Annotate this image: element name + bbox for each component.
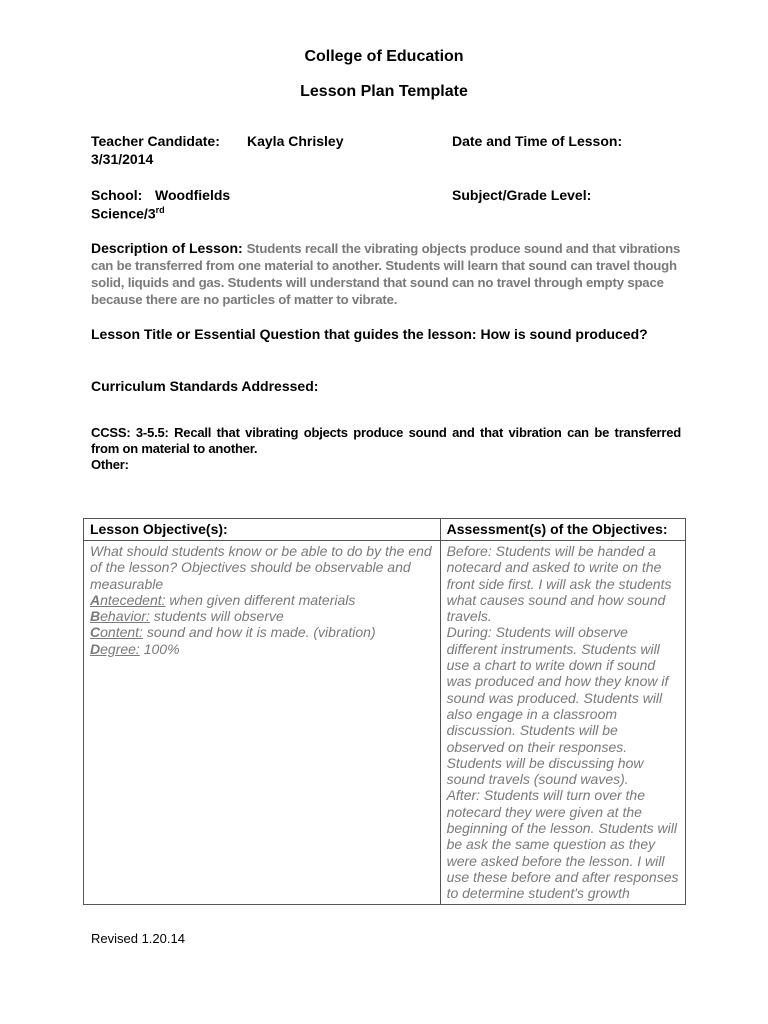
teacher-value: Kayla Chrisley <box>247 133 344 149</box>
description-label: Description of Lesson: <box>91 240 243 256</box>
assessment-after: After: Students will turn over the notecard they were given at the beginning of the lesson. Students will be ask the same question as they were asked before the lesson. I will use these before and after responses to determine student's growth <box>446 787 679 902</box>
objective-behavior: Behavior: students will observe <box>90 608 284 625</box>
assessment-header: Assessment(s) of the Objectives: <box>440 519 685 541</box>
assessment-during: During: Students will observe different instruments. Students will use a chart to write down if sound was produced and how they know if sound was produced. Students will also engage in a classroom discussion. Students will be observed on their responses. Students will be discussing how sound travels (sound waves). <box>446 624 669 788</box>
revised-footer: Revised 1.20.14 <box>91 931 185 946</box>
objectives-intro: What should students know or be able to do by the end of the lesson? Objectives should be observable and measurable <box>90 543 432 592</box>
objectives-cell <box>84 541 441 905</box>
description-text: Students recall the vibrating objects produce sound and that vibrations can be transferred from one material to another. Students will learn that sound can travel though solid, liquids and gas. Students will understand that sound can no travel through empty space because there are no particles of matter to vibrate. <box>91 241 681 307</box>
objectives-table <box>83 518 686 905</box>
objective-antecedent: Antecedent: when given different materials <box>90 591 356 608</box>
assessment-before: Before: Students will be handed a notecard and asked to write on the front side first. I will ask the students what causes sound and how sound travels. <box>446 543 672 625</box>
table-body-row <box>84 541 686 905</box>
template-title: Lesson Plan Template <box>300 83 468 100</box>
standards-label: Curriculum Standards Addressed: <box>91 378 319 394</box>
teacher-label: Teacher Candidate: <box>91 133 220 149</box>
ccss-standard: CCSS: 3-5.5: Recall that vibrating objects produce sound and that vibration can be transferred from on material to another. <box>91 425 681 456</box>
essential-question-label: Lesson Title or Essential Question that guides the lesson: <box>91 326 477 342</box>
lesson-description <box>91 240 681 308</box>
subject-label: Subject/Grade Level: <box>452 187 592 203</box>
assessment-cell <box>440 541 685 905</box>
subject-value: Science/3rd <box>91 205 165 222</box>
essential-question-text: How is sound produced? <box>480 326 648 342</box>
objective-degree: Degree: 100% <box>90 640 180 657</box>
date-label: Date and Time of Lesson: <box>452 133 623 149</box>
date-value: 3/31/2014 <box>91 151 154 167</box>
standards-other: Other: <box>91 457 129 472</box>
objective-content: Content: sound and how it is made. (vibration) <box>90 624 376 641</box>
table-header-row <box>84 519 686 541</box>
school-value: Woodfields <box>155 187 231 203</box>
objectives-header: Lesson Objective(s): <box>84 519 441 541</box>
college-title: College of Education <box>304 48 464 65</box>
school-label: School: <box>91 187 143 203</box>
essential-question <box>91 325 681 343</box>
